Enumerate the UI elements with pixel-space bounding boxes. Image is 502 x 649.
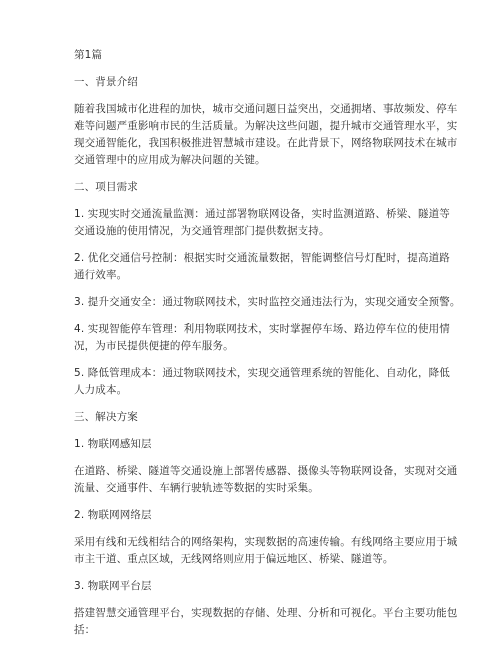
paragraph-line: 5. 降低管理成本：通过物联网技术，实现交通管理系统的智能化、自动化，降低 [74,367,450,379]
section-heading-background: 一、背景介绍 [74,76,138,88]
paragraph-line: 4. 实现智能停车管理：利用物联网技术，实时掌握停车场、路边停车位的使用情 [74,323,450,335]
requirement-item-2 [74,250,450,284]
paragraph-line: 况，为市民提供便捷的停车服务。 [74,340,234,352]
background-paragraph [74,101,458,169]
paragraph-line: 交通管理中的应用成为解决问题的关键。 [74,154,266,166]
document-page [74,47,461,639]
paragraph-line: 随着我国城市化进程的加快，城市交通问题日益突出，交通拥堵、事故频发、停车 [74,103,458,115]
paragraph-line: 通行效率。 [74,269,128,281]
paragraph-line: 括： [74,624,96,636]
paragraph-line: 市主干道、重点区域，无线网络则应用于偏远地区、桥梁、隧道等。 [74,553,394,565]
requirement-item-3 [74,294,461,311]
paragraph-line: 3. 提升交通安全：通过物联网技术，实时监控交通违法行为，实现交通安全预警。 [74,296,461,308]
subsection-body-perception [74,463,458,497]
paragraph-line: 在道路、桥梁、隧道等交通设施上部署传感器、摄像头等物联网设备，实现对交通 [74,465,458,477]
section-heading-solution: 三、解决方案 [74,411,138,423]
paragraph-line: 人力成本。 [74,384,128,396]
subsection-title-perception: 1. 物联网感知层 [74,438,152,450]
paragraph-line: 流量、交通事件、车辆行驶轨迹等数据的实时采集。 [74,482,319,494]
subsection-title-platform: 3. 物联网平台层 [74,580,152,592]
paragraph-line: 1. 实现实时交通流量监测：通过部署物联网设备，实时监测道路、桥梁、隧道等 [74,208,450,220]
paragraph-line: 现交通智能化，我国积极推进智慧城市建设。在此背景下，网络物联网技术在城市 [74,137,458,149]
paragraph-line: 难等问题严重影响市民的生活质量。为解决这些问题，提升城市交通管理水平，实 [74,120,458,132]
section-heading-requirements: 二、项目需求 [74,181,138,193]
subsection-body-network [74,534,458,568]
paragraph-line: 采用有线和无线相结合的网络架构，实现数据的高速传输。有线网络主要应用于城 [74,536,458,548]
document-title: 第1篇 [74,49,103,61]
paragraph-line: 2. 优化交通信号控制：根据实时交通流量数据，智能调整信号灯配时，提高道路 [74,252,450,264]
requirement-item-1 [74,206,450,240]
subsection-body-platform [74,605,458,639]
paragraph-line: 搭建智慧交通管理平台，实现数据的存储、处理、分析和可视化。平台主要功能包 [74,607,458,619]
subsection-title-network: 2. 物联网网络层 [74,509,152,521]
requirement-item-5 [74,365,450,399]
requirement-item-4 [74,321,450,355]
paragraph-line: 交通设施的使用情况，为交通管理部门提供数据支持。 [74,225,330,237]
